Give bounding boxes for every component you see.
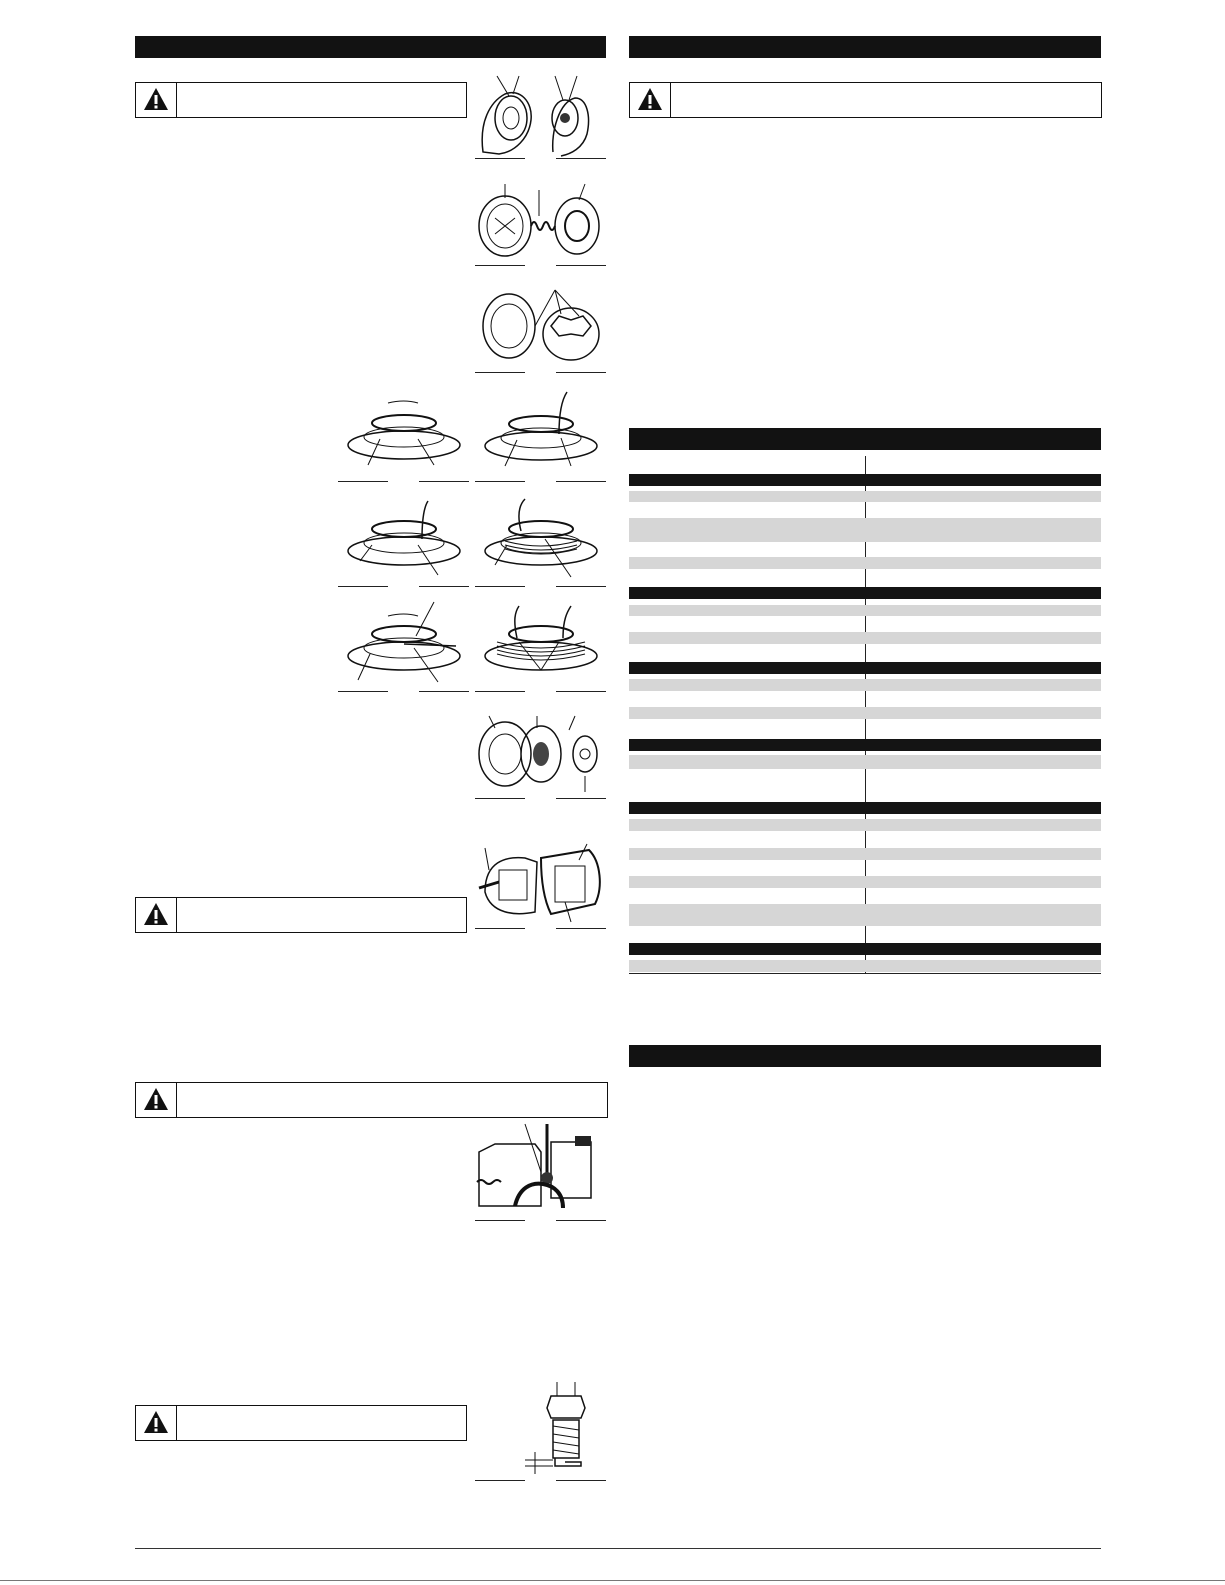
figure-caption-line bbox=[475, 928, 525, 929]
figure-caption-line bbox=[338, 691, 388, 692]
figure-air-filter bbox=[475, 842, 607, 926]
warning-box-2 bbox=[135, 897, 467, 933]
table-bottom-line bbox=[629, 973, 1101, 974]
footer-rule bbox=[135, 1548, 1101, 1549]
table-row bbox=[629, 707, 1101, 719]
figure-caption-line bbox=[556, 372, 606, 373]
figure-caption-line bbox=[556, 481, 606, 482]
table-row bbox=[629, 848, 1101, 860]
figure-caption-line bbox=[556, 928, 606, 929]
table-row bbox=[629, 819, 1101, 831]
figure-spool-winding-2 bbox=[475, 390, 607, 480]
figure-caption-line bbox=[338, 586, 388, 587]
figure-caption-line bbox=[475, 691, 525, 692]
figure-spool-winding-5 bbox=[338, 600, 470, 690]
figure-spool-winding-4 bbox=[475, 495, 607, 585]
figure-caption-line bbox=[419, 481, 469, 482]
table-row bbox=[629, 605, 1101, 616]
table-row bbox=[629, 557, 1101, 569]
right-section-header-bar bbox=[629, 36, 1101, 58]
figure-caption-line bbox=[475, 1220, 525, 1221]
table-section-row bbox=[629, 474, 1101, 486]
table-row bbox=[629, 904, 1101, 926]
figure-caption-line bbox=[475, 265, 525, 266]
table-section-row bbox=[629, 587, 1101, 599]
figure-caption-line bbox=[556, 691, 606, 692]
figure-caption-line bbox=[475, 798, 525, 799]
figure-spark-plug-gap bbox=[525, 1380, 609, 1480]
figure-caption-line bbox=[556, 1220, 606, 1221]
left-section-header-bar bbox=[135, 36, 606, 58]
warning-triangle-icon bbox=[136, 1083, 177, 1117]
figure-caption-line bbox=[556, 158, 606, 159]
page-bottom-edge bbox=[0, 1580, 1225, 1581]
figure-caption-line bbox=[475, 158, 525, 159]
figure-spool-removal bbox=[475, 72, 605, 160]
table-row bbox=[629, 960, 1101, 972]
figure-caption-line bbox=[475, 586, 525, 587]
figure-caption-line bbox=[419, 691, 469, 692]
figure-caption-line bbox=[338, 481, 388, 482]
figure-spool-winding-3 bbox=[338, 495, 470, 585]
warning-triangle-icon bbox=[136, 83, 177, 117]
figure-caption-line bbox=[556, 1480, 606, 1481]
table-section-row bbox=[629, 739, 1101, 751]
table-row bbox=[629, 491, 1101, 502]
figure-spool-winding-1 bbox=[338, 395, 470, 479]
warning-box-3 bbox=[135, 1082, 608, 1118]
warning-box-4 bbox=[135, 1405, 467, 1441]
table-section-row bbox=[629, 943, 1101, 955]
figure-spool-winding-6 bbox=[475, 600, 607, 690]
figure-caption-line bbox=[475, 372, 525, 373]
figure-caption-line bbox=[556, 586, 606, 587]
table-row bbox=[629, 632, 1101, 644]
figure-caption-line bbox=[419, 586, 469, 587]
warning-triangle-icon bbox=[136, 898, 177, 932]
table-row bbox=[629, 679, 1101, 691]
figure-spool-alignment bbox=[475, 286, 605, 370]
figure-caption-line bbox=[556, 265, 606, 266]
table-section-row bbox=[629, 802, 1101, 814]
figure-carburetor-adjustment bbox=[475, 1122, 607, 1218]
figure-spool-spring bbox=[475, 182, 605, 262]
table-row bbox=[629, 876, 1101, 888]
figure-caption-line bbox=[556, 798, 606, 799]
table-header-bar bbox=[629, 428, 1101, 450]
table-row bbox=[629, 518, 1101, 542]
right-section-header-bar-2 bbox=[629, 1045, 1101, 1067]
figure-caption-line bbox=[475, 481, 525, 482]
table-row bbox=[629, 755, 1101, 769]
table-section-row bbox=[629, 662, 1101, 674]
figure-caption-line bbox=[475, 1480, 525, 1481]
warning-box-1 bbox=[135, 82, 467, 118]
warning-box-5 bbox=[629, 82, 1102, 118]
warning-triangle-icon bbox=[630, 83, 671, 117]
warning-triangle-icon bbox=[136, 1406, 177, 1440]
figure-spool-reassembly bbox=[475, 712, 607, 796]
